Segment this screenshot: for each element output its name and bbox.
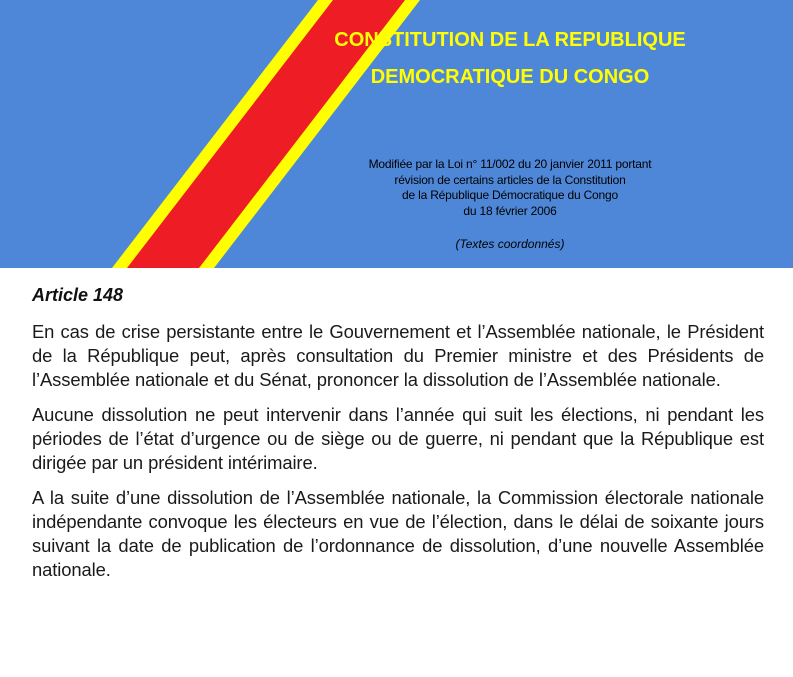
subtitle-line: Modifiée par la Loi n° 11/002 du 20 janvier 2011 portant: [368, 157, 652, 171]
subtitle-line: révision de certains articles de la Constitution: [394, 172, 626, 187]
title-line-1: CONSTITUTION DE LA REPUBLIQUE: [334, 29, 686, 51]
article-paragraph: Aucune dissolution ne peut intervenir dans l’année qui suit les élections, ni pendant les périodes de l’état d’urgence ou de siège ou de guerre, ni pendant que la République est dirigée par un président intérimaire.: [32, 404, 764, 473]
amendment-subtitle: [330, 157, 690, 219]
title-line-2: DEMOCRATIQUE DU CONGO: [370, 66, 650, 88]
constitution-title: [330, 26, 690, 92]
article-paragraph: En cas de crise persistante entre le Gouvernement et l’Assemblée nationale, le Président de la République peut, après consultation du Premier ministre et des Présidents de l’Assemblée nationale et du Sénat, prononcer la dissolution de l’Assemblée nationale.: [32, 321, 764, 390]
subtitle-line: du 18 février 2006: [463, 203, 557, 218]
header-banner: [0, 0, 793, 268]
subtitle-line: de la République Démocratique du Congo: [402, 188, 618, 202]
article-body: [32, 285, 764, 593]
coordinated-texts-note: (Textes coordonnés): [455, 237, 565, 251]
article-paragraph: A la suite d’une dissolution de l’Assemblée nationale, la Commission électorale nationale indépendante convoque les électeurs en vue de l’élection, dans le délai de soixante jours suivant la date de publication de l’ordonnance de dissolution, d’une nouvelle Assemblée nationale.: [32, 487, 764, 580]
article-title: Article 148: [32, 285, 124, 305]
